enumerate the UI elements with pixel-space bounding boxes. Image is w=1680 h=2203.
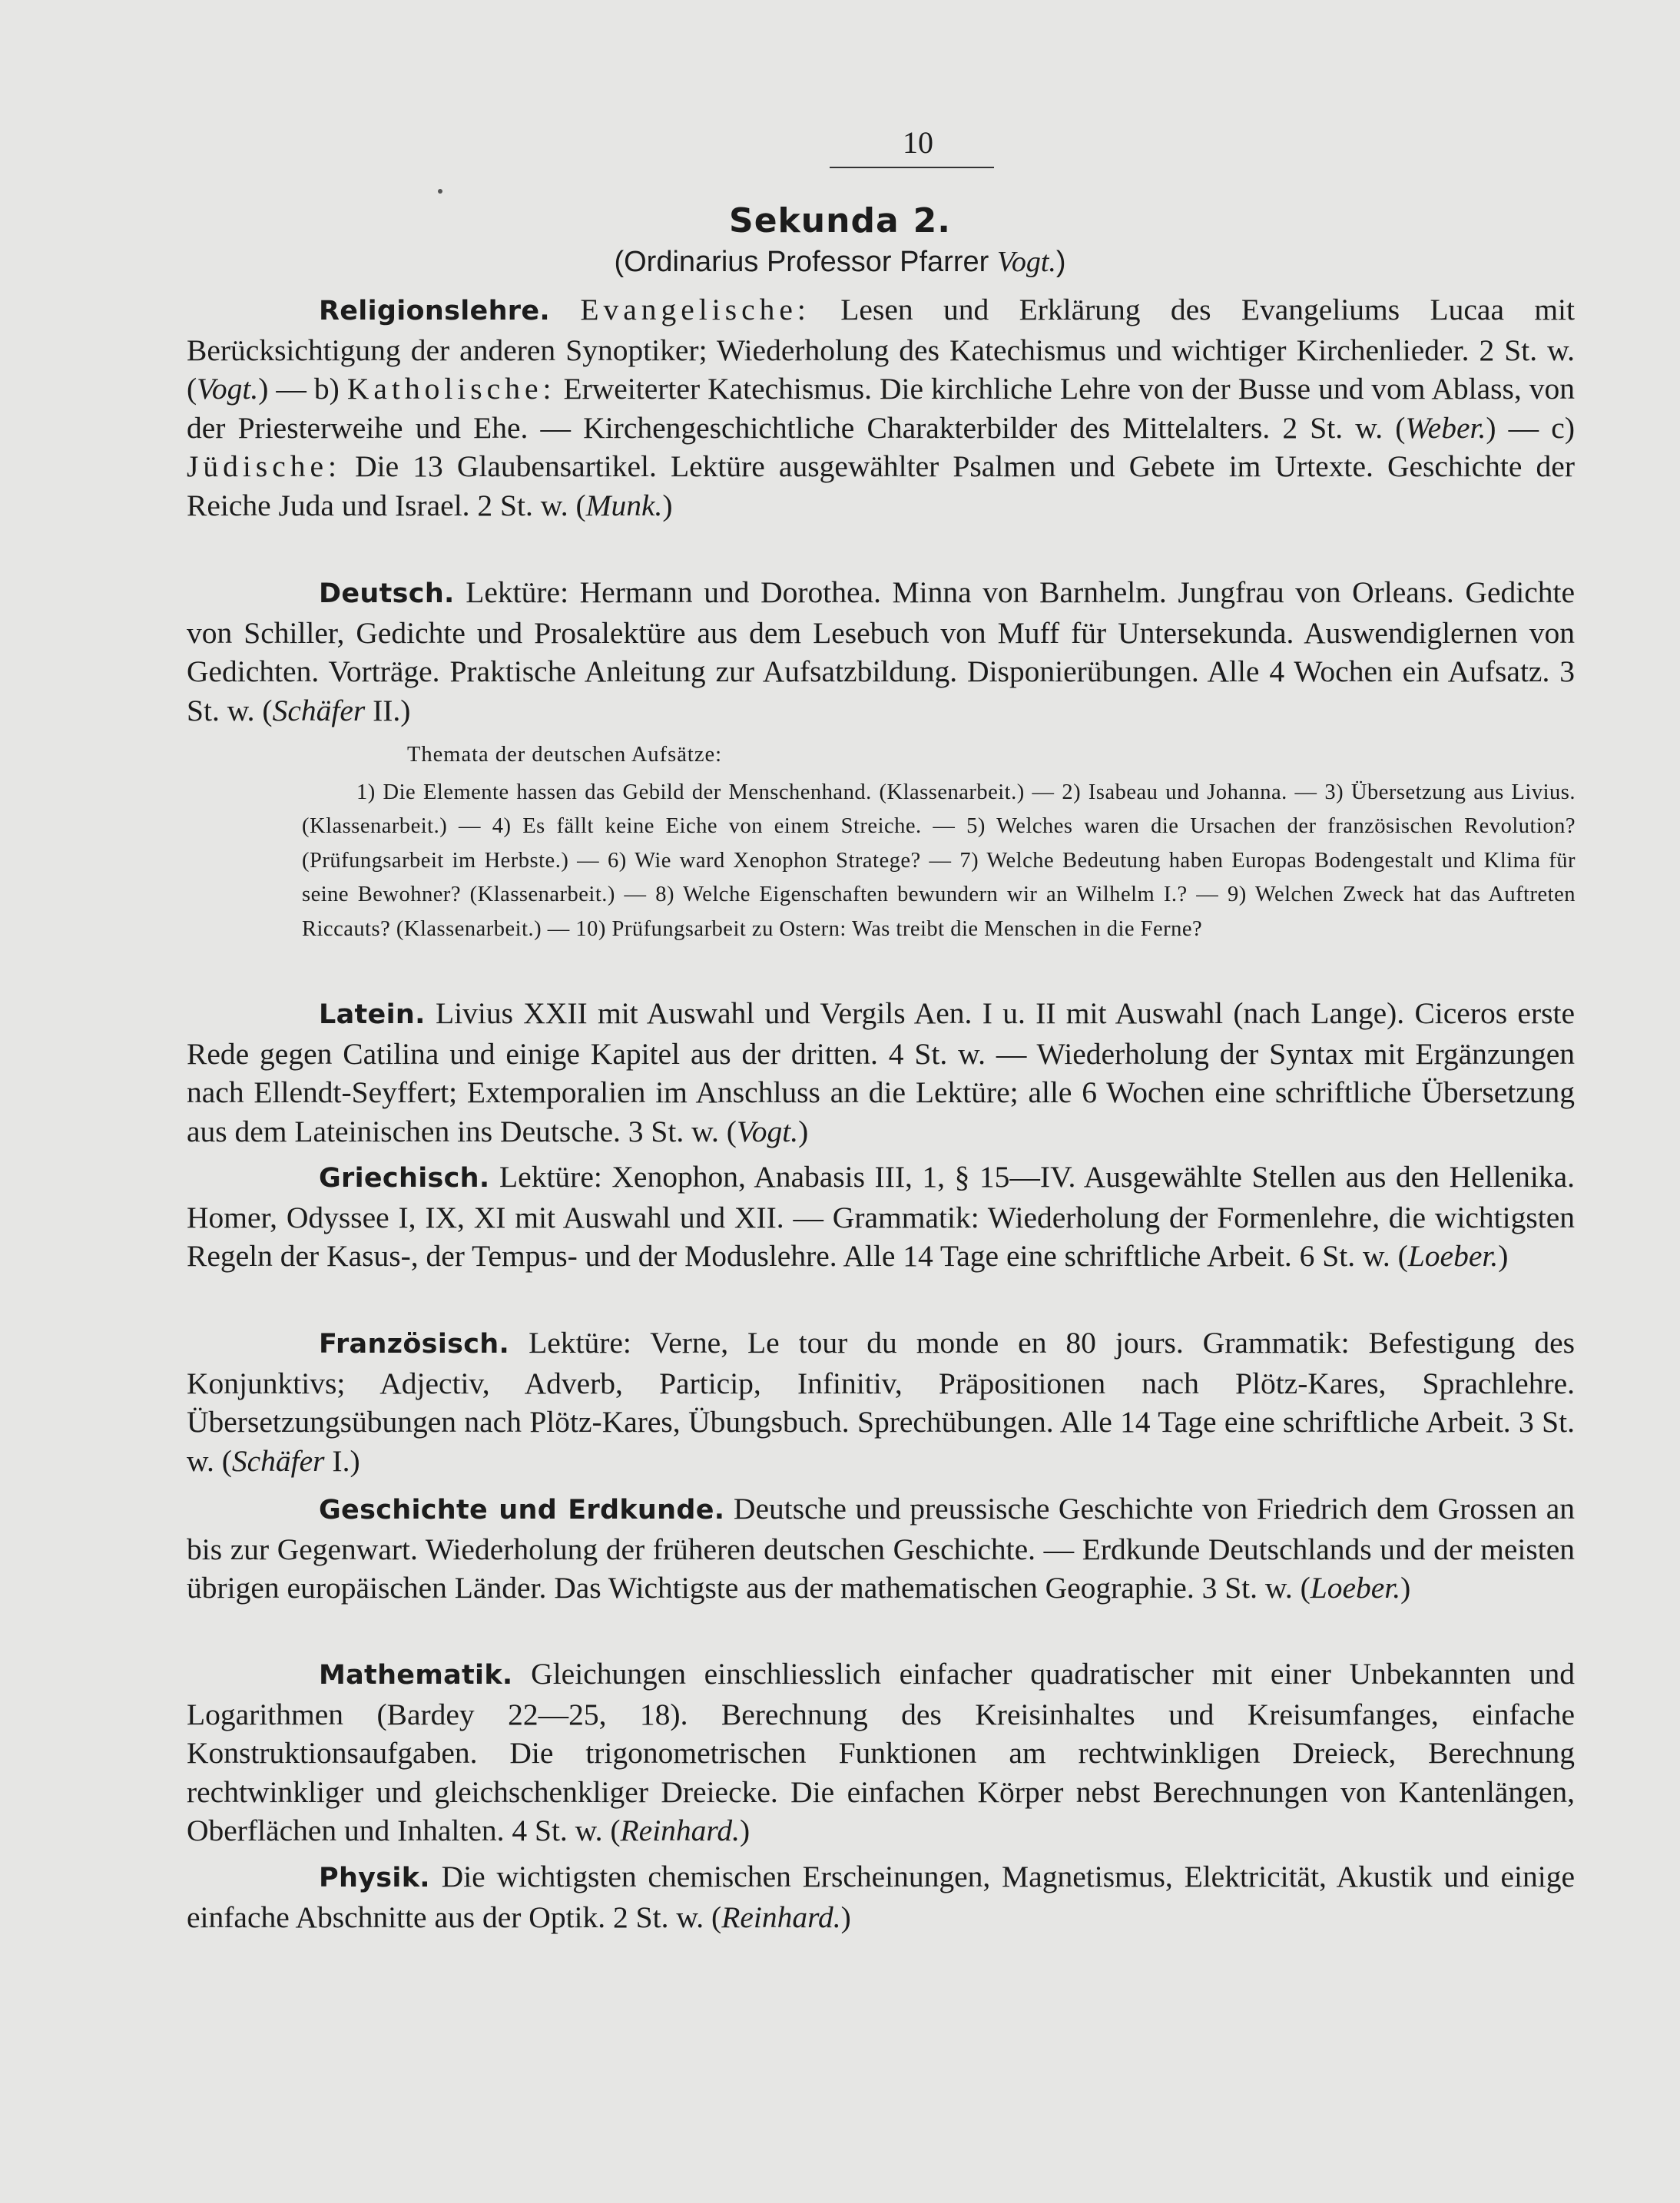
religion-b-prefix: ) — b) xyxy=(258,372,347,406)
subject-physik: Physik. xyxy=(319,1863,430,1893)
mathematik-teacher: Reinhard. xyxy=(620,1814,740,1847)
religion-c-teacher: Munk. xyxy=(585,488,663,522)
section-physik xyxy=(187,1857,1575,1936)
religion-c-end: ) xyxy=(662,488,673,522)
physik-end: ) xyxy=(840,1900,851,1934)
franzoesisch-teacher: Schäfer xyxy=(231,1443,325,1478)
religion-a-text: Lesen und Erklärung des Evangeliums Lucaa mit Berücksichtigung der anderen Synoptiker; Wiederholung des Katechismus und wichtiger Kirchenlieder. 2 St. w. ( xyxy=(187,293,1576,406)
ink-dot xyxy=(438,189,442,194)
deutsch-text: Lektüre: Hermann und Dorothea. Minna von Barnhelm. Jungfrau von Orleans. Gedichte von Schiller, Gedichte und Prosalektüre aus dem Lesebuch von Muff für Untersekunda. Auswendiglernen von Gedichten. Vorträge. Praktische Anleitung zur Aufsatzbildung. Disponierübungen. Alle 4 Wochen ein Aufsatz. 3 St. w. ( xyxy=(187,575,1575,727)
section-franzoesisch xyxy=(187,1323,1575,1480)
religion-b-text: Erweiterter Katechismus. Die kirchliche Lehre von der Busse und vom Ablass, von der Priesterweihe und Ehe. — Kirchengeschichtliche Charakterbilder des Mittelalters. 2 St. w. ( xyxy=(187,372,1575,445)
ordinarius-line xyxy=(0,244,1680,280)
latein-teacher: Vogt. xyxy=(736,1114,799,1148)
physik-teacher: Reinhard. xyxy=(721,1900,841,1934)
section-deutsch xyxy=(187,573,1575,730)
geschichte-end: ) xyxy=(1400,1571,1411,1605)
themes-label: Themata der deutschen Aufsätze: xyxy=(407,743,723,767)
ordinarius-suffix: ) xyxy=(1055,246,1066,278)
geschichte-text: Deutsche und preussische Geschichte von Friedrich dem Grossen an bis zur Gegenwart. Wiederholung der früheren deutschen Geschichte. — Erdkunde Deutschlands und der meisten übrigen europäischen Länder. Das Wichtigste aus der mathematischen Geographie. 3 St. w. ( xyxy=(187,1492,1575,1605)
religion-b-label: Katholische: xyxy=(346,372,556,406)
section-geschichte xyxy=(187,1489,1575,1608)
griechisch-teacher: Loeber. xyxy=(1407,1239,1499,1273)
ordinarius-prefix: (Ordinarius Professor Pfarrer xyxy=(614,246,997,278)
section-latein xyxy=(187,994,1575,1151)
page-number: 10 xyxy=(903,125,933,160)
religion-c-prefix: ) — c) xyxy=(1486,410,1575,445)
class-heading xyxy=(0,201,1680,241)
deutsch-end: II.) xyxy=(365,693,411,727)
subject-religion: Religionslehre. xyxy=(319,296,550,326)
franzoesisch-text: Lektüre: Verne, Le tour du monde en 80 jours. Grammatik: Befestigung des Konjunktivs; Adjectiv, Adverb, Particip, Infinitiv, Präpositionen nach Plötz-Kares, Sprachlehre. Übersetzungsübungen nach Plötz-Kares, Übungsbuch. Sprechübungen. Alle 14 Tage eine schriftliche Arbeit. 3 St. w. ( xyxy=(187,1326,1575,1478)
franzoesisch-end: I.) xyxy=(324,1443,360,1478)
mathematik-end: ) xyxy=(739,1814,751,1847)
subject-geschichte: Geschichte und Erdkunde. xyxy=(319,1495,725,1526)
latein-end: ) xyxy=(798,1114,809,1148)
themes-list: 1) Die Elemente hassen das Gebild der Menschenhand. (Klassenarbeit.) — 2) Isabeau und Johanna. — 3) Übersetzung aus Livius. (Klassenarbeit.) — 4) Es fällt keine Eiche von einem Streiche. — 5) Welches waren die Ursachen der französischen Revolution? (Prüfungsarbeit im Herbste.) — 6) Wie ward Xenophon Stratege? — 7) Welche Bedeutung haben Europas Bodengestalt und Klima für seine Bewohner? (Klassenarbeit.) — 8) Welche Eigenschaften bewundern wir an Wilhelm I.? — 9) Welchen Zweck hat das Auftreten Riccauts? (Klassenarbeit.) — 10) Prüfungsarbeit zu Ostern: Was treibt die Menschen in die Ferne? xyxy=(302,780,1576,941)
page-number-rule xyxy=(830,167,994,168)
subject-mathematik: Mathematik. xyxy=(319,1660,513,1691)
class-heading-number: 2. xyxy=(913,201,951,240)
geschichte-teacher: Loeber. xyxy=(1310,1571,1401,1605)
religion-a-label: Evangelische: xyxy=(580,293,810,326)
griechisch-text: Lektüre: Xenophon, Anabasis III, 1, § 15—IV. Ausgewählte Stellen aus den Hellenika. Homer, Odyssee I, IX, XI mit Auswahl und XII. — Grammatik: Wiederholung der Formenlehre, die wichtigsten Regeln der Kasus-, der Tempus- und der Moduslehre. Alle 14 Tage eine schriftliche Arbeit. 6 St. w. ( xyxy=(187,1160,1575,1273)
religion-c-text: Die 13 Glaubensartikel. Lektüre ausgewählter Psalmen und Gebete im Urtexte. Geschichte der Reiche Juda und Israel. 2 St. w. ( xyxy=(187,449,1575,522)
religion-c-label: Jüdische: xyxy=(187,449,342,483)
physik-text: Die wichtigsten chemischen Erscheinungen, Magnetismus, Elektricität, Akustik und einige einfache Abschnitte aus der Optik. 2 St. w. ( xyxy=(187,1860,1575,1934)
section-mathematik xyxy=(187,1655,1575,1850)
class-heading-title: Sekunda xyxy=(729,201,900,240)
subject-griechisch: Griechisch. xyxy=(319,1163,490,1194)
section-griechisch xyxy=(187,1158,1575,1276)
latein-text: Livius XXII mit Auswahl und Vergils Aen. I u. II mit Auswahl (nach Lange). Ciceros erste Rede gegen Catilina und einige Kapitel aus der dritten. 4 St. w. — Wiederholung der Syntax mit Ergänzungen nach Ellendt-Seyffert; Extemporalien im Anschluss an die Lektüre; alle 6 Wochen eine schriftliche Übersetzung aus dem Lateinischen ins Deutsche. 3 St. w. ( xyxy=(187,996,1575,1148)
ordinarius-name: Vogt. xyxy=(996,246,1056,278)
section-religion xyxy=(187,290,1575,525)
griechisch-end: ) xyxy=(1498,1239,1509,1273)
deutsch-teacher: Schäfer xyxy=(272,693,366,727)
religion-b-teacher: Weber. xyxy=(1405,410,1486,445)
mathematik-text: Gleichungen einschliesslich einfacher quadratischer mit einer Unbekannten und Logarithmen (Bardey 22—25, 18). Berechnung des Kreisinhaltes und Kreisumfanges, einfache Konstruktionsaufgaben. Die trigonometrischen Funktionen am rechtwinkligen Dreieck, Berechnung rechtwinkliger und gleichschenkliger Dreiecke. Die einfachen Körper nebst Berechnungen von Kantenlängen, Oberflächen und Inhalten. 4 St. w. ( xyxy=(187,1657,1575,1847)
subject-franzoesisch: Französisch. xyxy=(319,1329,510,1360)
religion-a-teacher: Vogt. xyxy=(197,372,259,406)
subject-latein: Latein. xyxy=(319,999,426,1030)
subject-deutsch: Deutsch. xyxy=(319,578,455,609)
